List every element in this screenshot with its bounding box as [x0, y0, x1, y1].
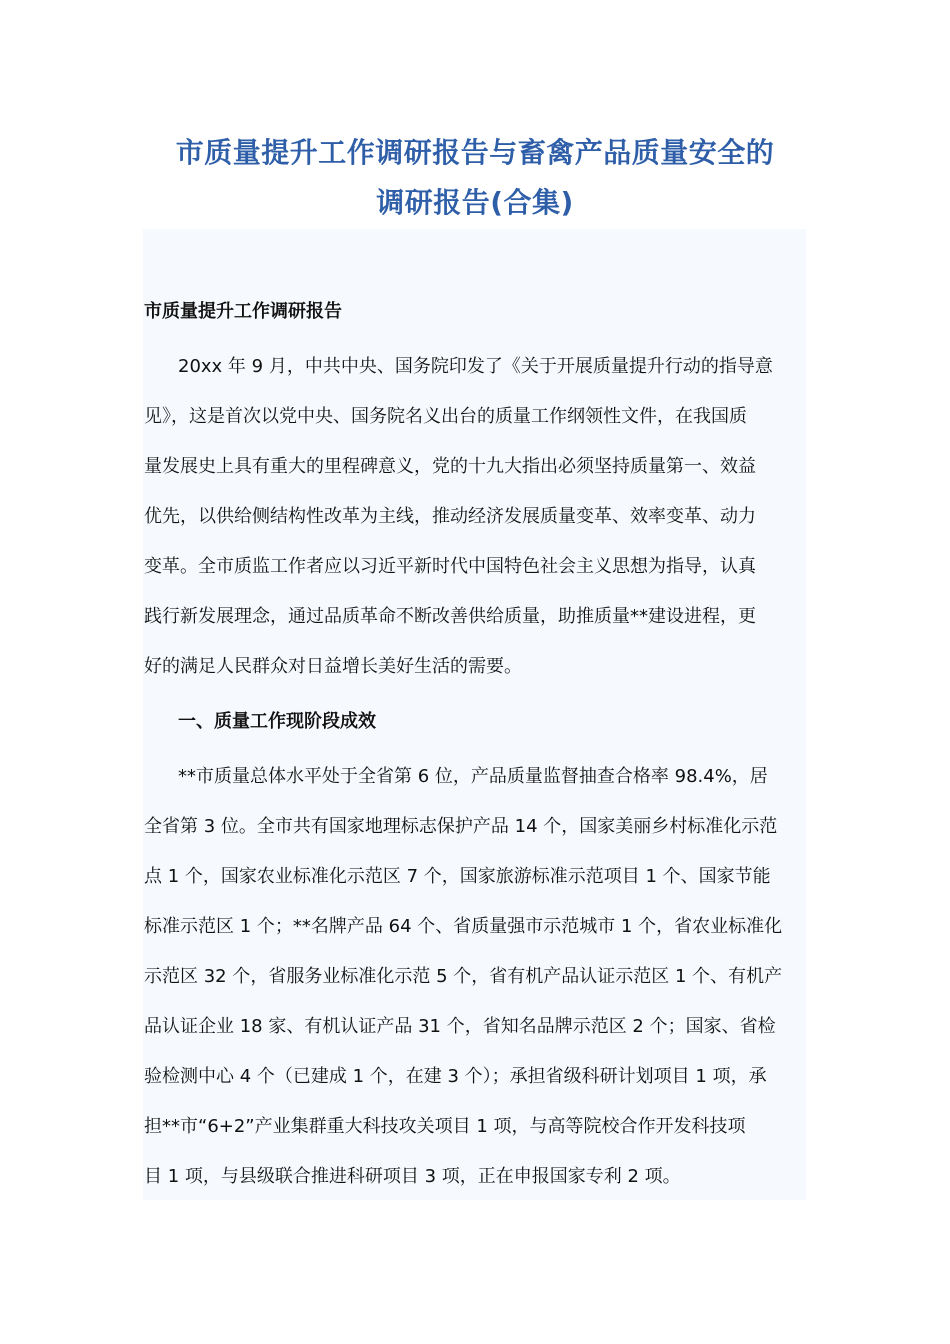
paragraph-line: 验检测中心 4 个（已建成 1 个，在建 3 个）；承担省级科研计划项目 1 项，承 — [144, 1066, 767, 1087]
document-title-line-2: 调研报告(合集) — [376, 186, 574, 219]
paragraph-line: 点 1 个，国家农业标准化示范区 7 个，国家旅游标准示范项目 1 个、国家节能 — [144, 866, 771, 887]
paragraph-line: 践行新发展理念，通过品质革命不断改善供给质量，助推质量**建设进程，更 — [144, 606, 756, 627]
section-title: 市质量提升工作调研报告 — [144, 301, 342, 322]
paragraph-line: 见》，这是首次以党中央、国务院名义出台的质量工作纲领性文件，在我国质 — [144, 406, 747, 427]
paragraph-line: 标准示范区 1 个；**名牌产品 64 个、省质量强市示范城市 1 个，省农业标准化 — [144, 916, 783, 937]
paragraph-line: 量发展史上具有重大的里程碑意义，党的十九大指出必须坚持质量第一、效益 — [144, 456, 756, 477]
paragraph-line: 好的满足人民群众对日益增长美好生活的需要。 — [144, 656, 522, 677]
paragraph-line: 20xx 年 9 月，中共中央、国务院印发了《关于开展质量提升行动的指导意 — [178, 356, 773, 377]
subheading-1: 一、质量工作现阶段成效 — [178, 711, 376, 732]
paragraph-line: 品认证企业 18 家、有机认证产品 31 个，省知名品牌示范区 2 个；国家、省检 — [144, 1016, 776, 1037]
paragraph-line: 担**市“6+2”产业集群重大科技攻关项目 1 项，与高等院校合作开发科技项 — [144, 1116, 746, 1137]
document-title-line-1: 市质量提升工作调研报告与畜禽产品质量安全的 — [175, 136, 775, 169]
paragraph-line: 变革。全市质监工作者应以习近平新时代中国特色社会主义思想为指导，认真 — [144, 556, 756, 577]
paragraph-line: 优先，以供给侧结构性改革为主线，推动经济发展质量变革、效率变革、动力 — [144, 506, 756, 527]
paragraph-line: 示范区 32 个，省服务业标准化示范 5 个，省有机产品认证示范区 1 个、有机产 — [144, 966, 783, 987]
document-title — [95, 128, 855, 228]
paragraph-line: 全省第 3 位。全市共有国家地理标志保护产品 14 个，国家美丽乡村标准化示范 — [144, 816, 778, 837]
paragraph-line: **市质量总体水平处于全省第 6 位，产品质量监督抽查合格率 98.4%，居 — [178, 766, 768, 787]
paragraph-line: 目 1 项，与县级联合推进科研项目 3 项，正在申报国家专利 2 项。 — [144, 1166, 681, 1187]
